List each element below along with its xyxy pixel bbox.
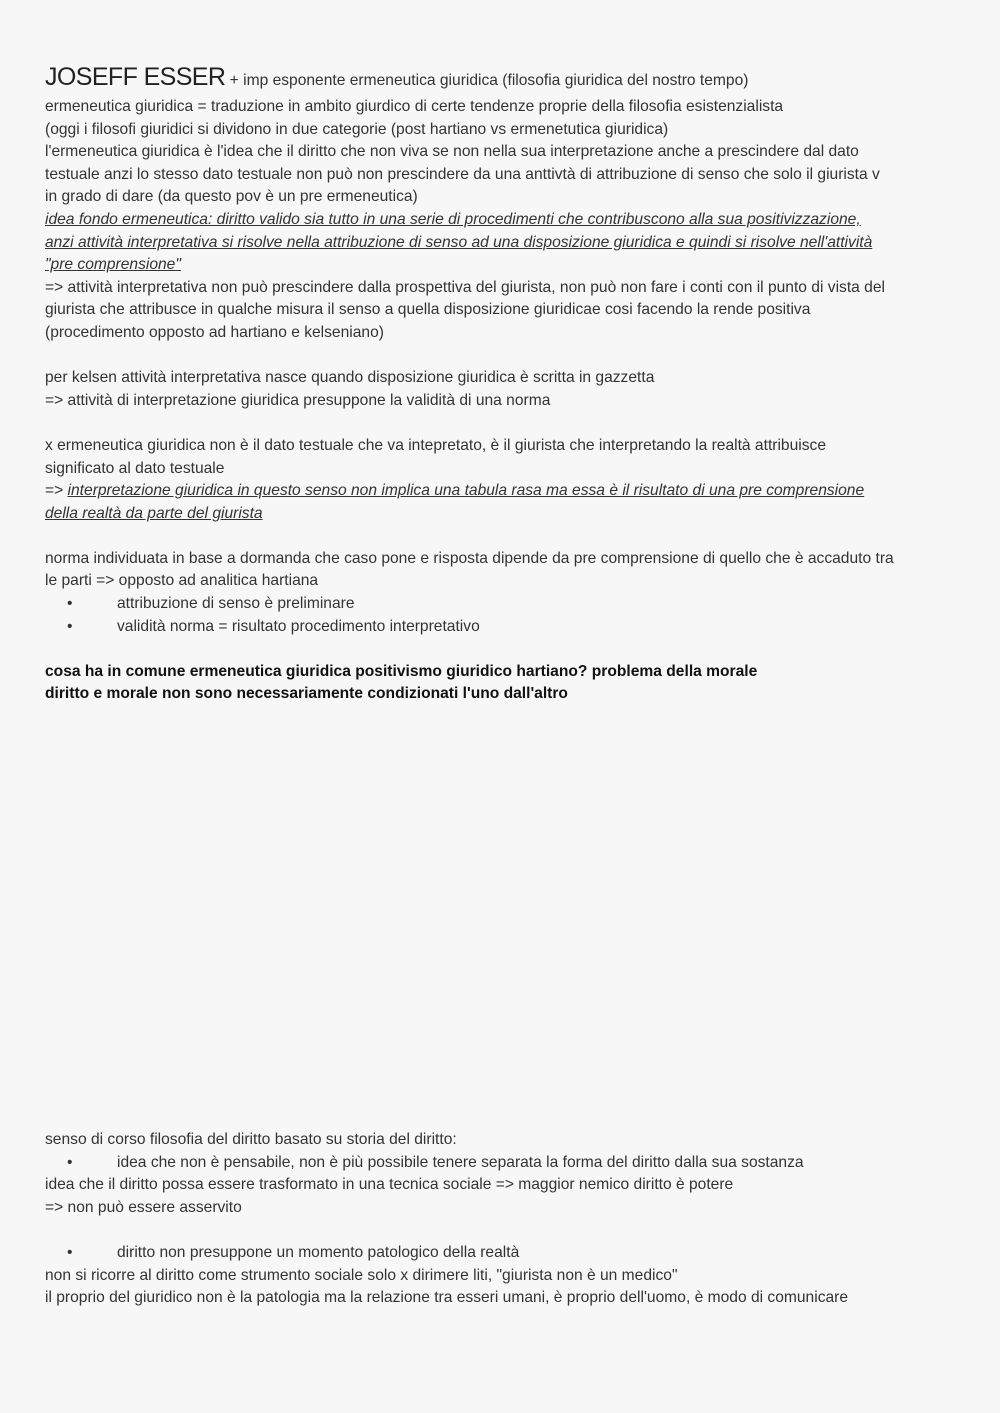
bullet-text: diritto non presuppone un momento patologico della realtà bbox=[117, 1243, 520, 1261]
intro-line: ermeneutica giuridica = traduzione in ambito giurdico di certe tendenze proprie della filosofia esistenzialista bbox=[45, 98, 784, 115]
bullet-icon: • bbox=[67, 1243, 73, 1261]
senso-section bbox=[45, 1129, 960, 1310]
notes-page bbox=[45, 62, 960, 706]
bullet-item bbox=[45, 1242, 960, 1265]
title-line bbox=[45, 62, 960, 96]
author-title: JOSEFF ESSER bbox=[45, 63, 226, 91]
senso-heading: senso di corso filosofia del diritto basato su storia del diritto: bbox=[45, 1131, 457, 1148]
intro-line: l'ermeneutica giuridica è l'idea che il diritto che non viva se non nella sua interpretazione anche a prescindere dal dato bbox=[45, 143, 859, 161]
senso-line: il proprio del giuridico non è la patologia ma la relazione tra esseri umani, è proprio dell'uomo, è modo di comunicare bbox=[45, 1289, 849, 1307]
senso-line: non si ricorre al diritto come strumento sociale solo x dirimere liti, "giurista non è un medico" bbox=[45, 1266, 678, 1284]
intro-line: in grado di dare (da questo pov è un pre ermeneutica) bbox=[45, 188, 418, 206]
spacer bbox=[45, 345, 960, 368]
interpretazione-text: interpretazione giuridica in questo senso non implica una tabula rasa ma essa è il risultato di una pre comprensione bbox=[67, 482, 865, 500]
spacer bbox=[45, 525, 960, 548]
intro-line: testuale anzi lo stesso dato testuale non può non prescindere da una anttivtà di attribuzione di senso che solo il giurista v bbox=[45, 165, 880, 183]
conseguenza-line: => attività interpretativa non può prescindere dalla prospettiva del giurista, non può non fare i conti con il punto di vista del bbox=[45, 278, 885, 296]
spacer bbox=[45, 638, 960, 661]
bold-question: cosa ha in comune ermeneutica giuridica positivismo giuridico hartiano? problema della morale bbox=[45, 662, 758, 680]
bullet-text: idea che non è pensabile, non è più possibile tenere separata la forma del diritto dalla sua sostanza bbox=[117, 1153, 804, 1171]
ermeneutica-line: significato al dato testuale bbox=[45, 459, 225, 477]
bullet-item bbox=[45, 616, 960, 639]
idea-fondo-line: idea fondo ermeneutica: diritto valido sia tutto in una serie di procedimenti che contribuscono alla sua positivizzazione, bbox=[45, 210, 861, 228]
spacer bbox=[45, 1219, 960, 1242]
bullet-text: attribuzione di senso è preliminare bbox=[117, 595, 355, 613]
norma-line: norma individuata in base a dormanda che caso pone e risposta dipende da pre comprensione di quello che è accaduto tra bbox=[45, 549, 894, 567]
senso-line: idea che il diritto possa essere trasformato in una tecnica sociale => maggior nemico diritto è potere bbox=[45, 1176, 734, 1194]
interpretazione-line: della realtà da parte del giurista bbox=[45, 504, 263, 522]
kelsen-line: => attività di interpretazione giuridica presuppone la validità di una norma bbox=[45, 391, 551, 409]
idea-fondo-line: anzi attività interpretativa si risolve nella attribuzione di senso ad una disposizione giuridica e quindi si risolve nell'attività bbox=[45, 233, 873, 251]
intro-line: (oggi i filosofi giuridici si dividono in due categorie (post hartiano vs ermenetutica giuridica) bbox=[45, 120, 669, 138]
bullet-icon: • bbox=[67, 595, 73, 613]
idea-fondo-line: "pre comprensione" bbox=[45, 256, 181, 274]
bullet-item bbox=[45, 1152, 960, 1175]
title-description: + imp esponente ermeneutica giuridica (filosofia giuridica del nostro tempo) bbox=[225, 72, 749, 89]
arrow-prefix: => bbox=[45, 482, 68, 500]
interpretazione-line bbox=[45, 480, 960, 503]
senso-line: => non può essere asservito bbox=[45, 1198, 242, 1216]
bullet-icon: • bbox=[67, 617, 73, 635]
bullet-icon: • bbox=[67, 1153, 73, 1171]
bold-answer: diritto e morale non sono necessariamente condizionati l'uno dall'altro bbox=[45, 685, 568, 703]
bullet-text: validità norma = risultato procedimento interpretativo bbox=[117, 617, 480, 635]
norma-line: le parti => opposto ad analitica hartiana bbox=[45, 572, 319, 590]
spacer bbox=[45, 412, 960, 435]
bullet-item bbox=[45, 593, 960, 616]
kelsen-line: per kelsen attività interpretativa nasce quando disposizione giuridica è scritta in gazzetta bbox=[45, 369, 655, 387]
ermeneutica-line: x ermeneutica giuridica non è il dato testuale che va intepretato, è il giurista che interpretando la realtà attribuisce bbox=[45, 436, 827, 454]
conseguenza-line: giurista che attribusce in qualche misura il senso a quella disposizione giuridicae cosi facendo la rende positiva bbox=[45, 301, 811, 319]
conseguenza-line: (procedimento opposto ad hartiano e kelseniano) bbox=[45, 323, 384, 341]
